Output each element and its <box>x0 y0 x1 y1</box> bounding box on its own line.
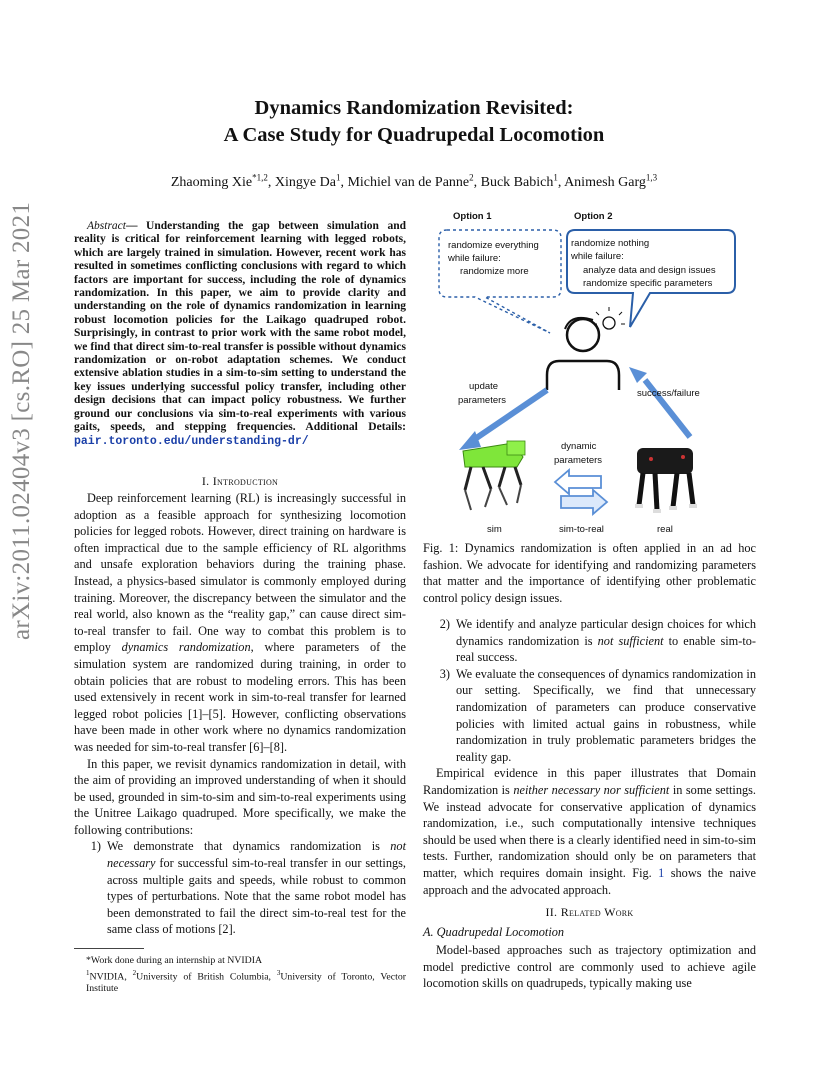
abstract-link[interactable]: pair.toronto.edu/understanding-dr/ <box>74 434 309 448</box>
update-label-line-2: parameters <box>458 395 507 406</box>
related-work-paragraph <box>423 942 756 992</box>
success-failure-label: success/failure <box>637 388 700 399</box>
related-work-text: Model-based approaches such as trajectory optimization and model predictive control are commonly used to achieve agile locomotion skills on quadrupeds, typically making use <box>423 943 756 991</box>
update-label-line-1: update <box>469 381 499 392</box>
section-2-title: Related Work <box>560 905 634 919</box>
intro-paragraph-1 <box>74 490 406 756</box>
contribution-3 <box>423 666 756 766</box>
contribution-1-rest: for successful sim-to-real transfer in our settings, across multiple gaits and speeds, while robust to common types of perturbations. Note that the same robot model has been demonstrated to fail the direct sim-to-real test for the same class of motions [2]. <box>107 856 406 937</box>
contribution-3-text: We evaluate the consequences of dynamics randomization in our setting. Specifically, we find that unnecessary randomization of parameters can produce conservative policies with limited actual gains in robustness, while randomization in truly problematic parameters bridges the reality gap. <box>456 666 756 764</box>
contribution-1-number: 1) <box>90 839 101 854</box>
abstract-text: — Understanding the gap between simulation and reality is critical for reinforcement learning with legged robots, which are largely trained in simulation. However, recent work has resulted in sometimes conflicting conclusions with regard to which factors are important for success, including the role of dynamics randomization. In this paper, we aim to provide clarity and understanding on the role of dynamics randomization in learning robust locomotion policies for the Laikago quadruped robot. Surprisingly, in contrast to prior work with the same robot model, we find that direct sim-to-real transfer is possible without dynamics randomization or on-robot adaptation schemes. We conduct extensive ablation studies in a sim-to-sim setting to understand the key issues underlying successful policy transfer, including other design decisions that can impact policy robustness. We further ground our conclusions via sim-to-real experiments with various gaits, speeds, and stepping frequencies. Additional Details: <box>74 220 406 434</box>
sim-label: sim <box>487 524 502 535</box>
contributions-continued <box>423 616 756 898</box>
intro-body <box>74 490 406 938</box>
contribution-1-text: We demonstrate that dynamics randomization is <box>107 839 391 854</box>
real-robot-image <box>635 448 697 513</box>
arxiv-sidebar: arXiv:2011.02404v3 [cs.RO] 25 Mar 2021 <box>8 201 35 640</box>
contribution-2-number: 2) <box>439 617 450 631</box>
bubble-1-line-2: while failure: <box>448 253 501 264</box>
empirical-text: Empirical evidence in this paper illustrates that Domain Randomization is <box>423 766 756 797</box>
authors-text: Zhaoming Xie$^{*1,2}$, Xingye Da$^1$, Michiel van de Panne$^2$, Buck Babich$^1$, Animesh Garg$^{1,3}$ <box>170 172 658 190</box>
sim-to-real-label: sim-to-real <box>559 524 604 535</box>
footnote-internship: *Work done during an internship at NVIDIA <box>86 955 263 966</box>
dynamic-label-line-2: parameters <box>554 455 603 466</box>
contribution-2 <box>423 616 756 666</box>
title-line-2: A Case Study for Quadrupedal Locomotion <box>223 124 605 146</box>
title-line-1: Dynamics Randomization Revisited: <box>254 97 574 119</box>
abstract-label: Abstract <box>87 220 126 232</box>
sim-robot-image <box>463 441 525 510</box>
footnote-rule <box>74 948 144 949</box>
empirical-text-3: shows the naive approach and the advocated approach. <box>423 865 757 897</box>
authors <box>0 172 828 191</box>
intro-p1-text: Deep reinforcement learning (RL) is increasingly successful in adoption as a feasible approach for synthesizing locomotion policies for legged robots. However, direct training on hardware is often impractical due to the sample efficiency of RL algorithms and unsafe exploration behaviors during the training phase. Instead, a physics-based simulator is commonly employed during training. Moreover, the discrepancy between the simulator and the real world, also known as the “reality gap,” can cause direct sim-to-real transfer to fail. One way to combat this problem is to employ <box>74 491 406 655</box>
footnotes <box>74 955 406 995</box>
bubble-2-line-4: randomize specific parameters <box>583 278 713 289</box>
contribution-2-text: We identify and analyze particular design choices for which dynamics randomization is <box>456 617 756 648</box>
figure-1-caption: Fig. 1: Dynamics randomization is often applied in an ad hoc fashion. We advocate for identifying and randomizing parameters that matter and the importance of identifying other problematic control policy design issues. <box>423 541 756 605</box>
subsection-a-heading: A. Quadrupedal Locomotion <box>423 925 565 939</box>
option-2-label: Option 2 <box>574 211 613 222</box>
abstract <box>74 220 406 448</box>
footnote-affiliations: $^1$NVIDIA, $^2$University of British Columbia, $^3$University of Toronto, Vector Institute <box>86 969 406 995</box>
bubble-2-line-2: while failure: <box>571 251 624 262</box>
section-1-number: I. <box>201 474 210 488</box>
intro-paragraph-2: In this paper, we revisit dynamics randomization in detail, with the aim of providing an improved understanding of when it should be used, grounded in sim-to-sim and sim-to-real experiments using the Unitree Laikago quadruped. More specifically, we make the following contributions: <box>74 756 406 837</box>
contribution-2-rest: to enable sim-to-real success. <box>456 633 756 665</box>
empirical-emphasis: neither necessary nor sufficient <box>513 782 670 797</box>
option-1-label: Option 1 <box>453 211 492 222</box>
bubble-1-line-3: randomize more <box>460 266 529 277</box>
section-2-heading <box>423 904 756 921</box>
real-label: real <box>657 524 673 535</box>
person-body-icon <box>547 361 619 390</box>
bubble-1-line-1: randomize everything <box>448 240 539 251</box>
empirical-paragraph <box>423 765 756 898</box>
empirical-text-2: in some settings. We instead advocate for conservative application of dynamics randomization, i.e., such computationally intensive techniques should be used when there is a clearly identified need in sim-to-sim tests. Further, randomization should only be on parameters that matter, which requires domain insight. Fig. <box>423 782 756 880</box>
figure-1 <box>425 205 755 535</box>
bubble-2-line-1: randomize nothing <box>571 238 650 249</box>
contribution-1-emphasis: not necessary <box>107 839 406 871</box>
figure-reference-link[interactable]: 1 <box>658 865 665 880</box>
section-2-number: II. <box>545 905 558 919</box>
contribution-1 <box>74 838 406 938</box>
section-1-title: Introduction <box>212 474 279 488</box>
lightbulb-icon <box>603 317 615 329</box>
intro-p1-emphasis: dynamics randomization <box>121 640 251 655</box>
intro-p1-rest: , where parameters of the simulation system are randomized during training, in order to obtain policies that are robust to modeling errors. This has been used extensively in recent work in sim-to-real transfer for learned legged robot policies [1]–[5]. However, conflicting observations have been made in other work where no dynamics randomization was needed for sim-to-real transfer [6]–[8]. <box>74 640 406 754</box>
paper-title <box>0 95 828 149</box>
contribution-2-emphasis: not sufficient <box>597 633 664 648</box>
section-1-heading <box>74 473 406 490</box>
contribution-3-number: 3) <box>439 666 450 681</box>
dynamic-label-line-1: dynamic <box>561 441 597 452</box>
bubble-2-line-3: analyze data and design issues <box>583 265 716 276</box>
